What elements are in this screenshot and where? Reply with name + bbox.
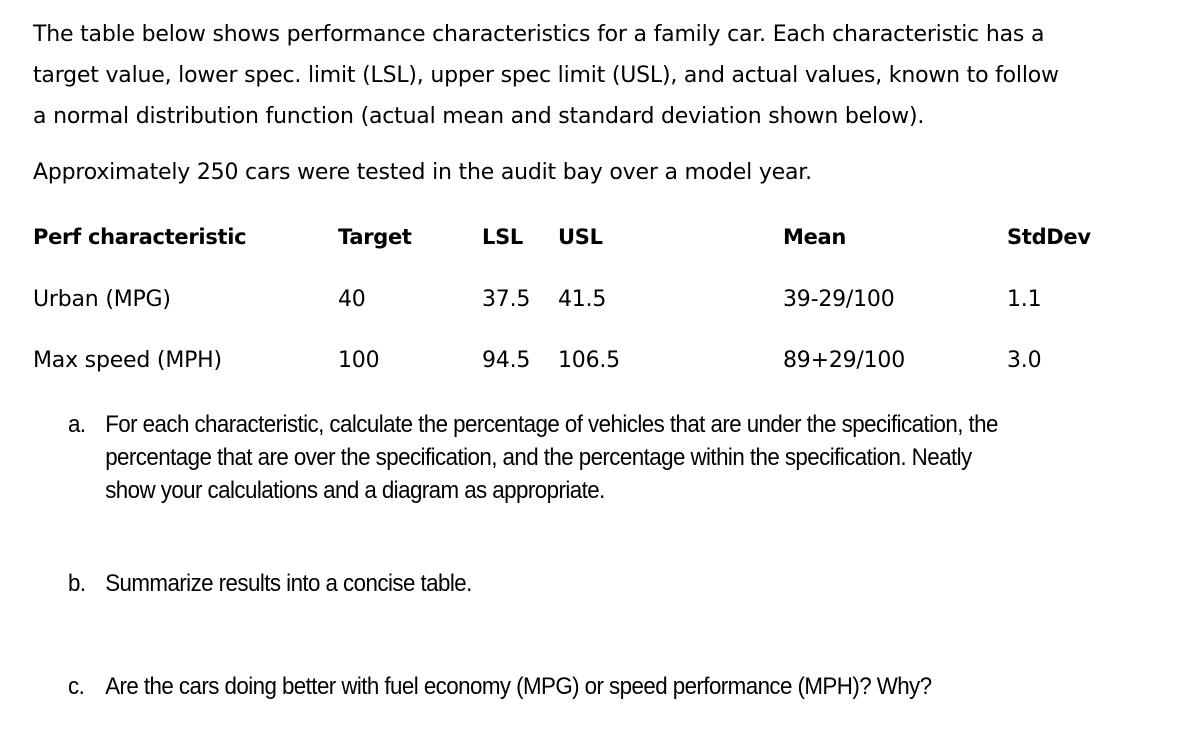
header-stddev: StdDev bbox=[1007, 225, 1091, 249]
table-row-target: 100 bbox=[338, 348, 380, 373]
intro-line: target value, lower spec. limit (LSL), upper spec limit (USL), and actual values, known to follow bbox=[33, 63, 1059, 88]
table-row-stddev: 3.0 bbox=[1007, 348, 1042, 373]
sample-size-sentence: Approximately 250 cars were tested in the audit bay over a model year. bbox=[33, 160, 812, 185]
header-characteristic: Perf characteristic bbox=[33, 225, 247, 249]
table-row-target: 40 bbox=[338, 287, 366, 312]
table-row-stddev: 1.1 bbox=[1007, 287, 1042, 312]
question-line: For each characteristic, calculate the percentage of vehicles that are under the specification, the bbox=[105, 411, 998, 438]
intro-line: a normal distribution function (actual mean and standard deviation shown below). bbox=[33, 104, 925, 129]
question-c bbox=[68, 670, 1138, 706]
table-row-mean: 89+29/100 bbox=[783, 348, 906, 373]
header-lsl: LSL bbox=[482, 225, 523, 249]
question-line: Are the cars doing better with fuel economy (MPG) or speed performance (MPH)? Why? bbox=[105, 673, 932, 700]
question-b bbox=[68, 567, 905, 603]
question-text bbox=[105, 408, 998, 507]
question-line: percentage that are over the specification, and the percentage within the specification. Neatly bbox=[105, 444, 972, 471]
table-row-lsl: 37.5 bbox=[482, 287, 531, 312]
table-row-characteristic: Urban (MPG) bbox=[33, 287, 171, 312]
intro-line: The table below shows performance characteristics for a family car. Each characteristic has a bbox=[33, 22, 1045, 47]
table-row-usl: 41.5 bbox=[558, 287, 607, 312]
table-row-characteristic: Max speed (MPH) bbox=[33, 348, 222, 373]
header-usl: USL bbox=[558, 225, 603, 249]
question-letter: a. bbox=[68, 411, 86, 438]
header-mean: Mean bbox=[783, 225, 847, 249]
question-line: show your calculations and a diagram as appropriate. bbox=[105, 477, 605, 504]
table-row-mean: 39-29/100 bbox=[783, 287, 895, 312]
table-row-lsl: 94.5 bbox=[482, 348, 531, 373]
table-row-usl: 106.5 bbox=[558, 348, 620, 373]
question-a bbox=[68, 408, 1138, 518]
question-line: Summarize results into a concise table. bbox=[105, 570, 472, 597]
question-text bbox=[105, 670, 931, 703]
question-letter: c. bbox=[68, 673, 85, 700]
header-target: Target bbox=[338, 225, 412, 249]
question-letter: b. bbox=[68, 570, 86, 597]
question-text bbox=[105, 567, 472, 600]
